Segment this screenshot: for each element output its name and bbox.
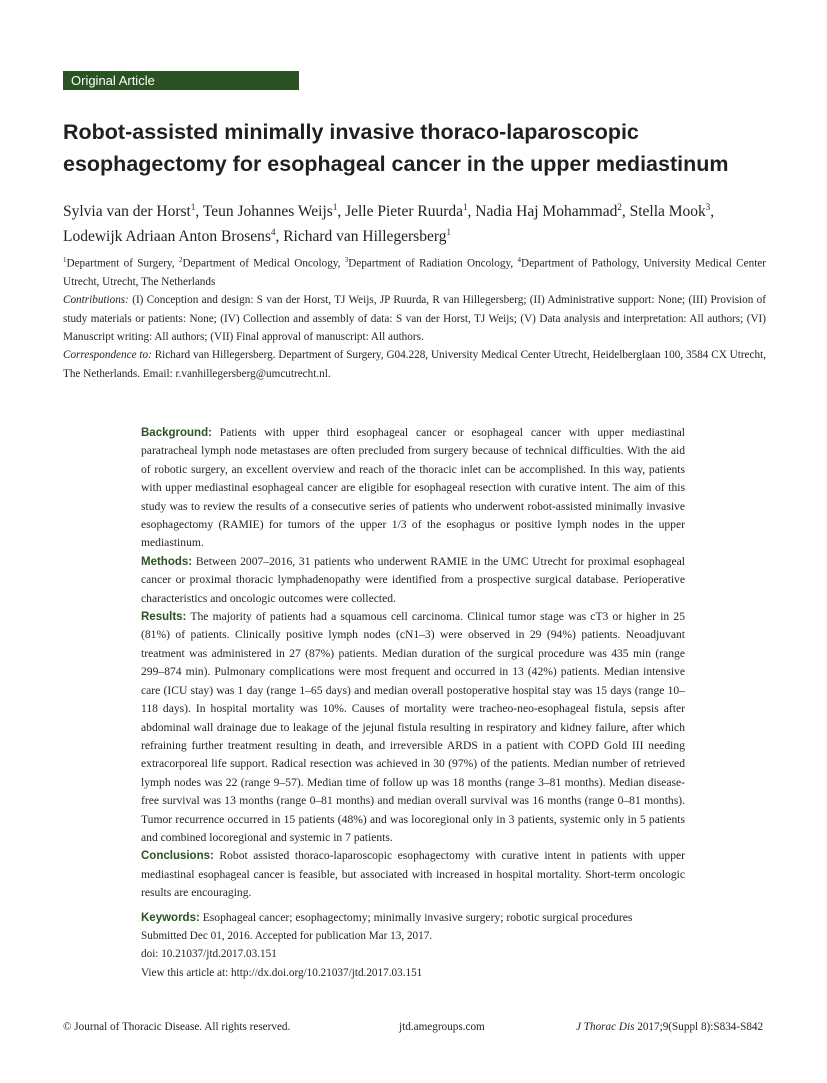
author: Teun Johannes Weijs$^1$, — [202, 202, 346, 221]
keywords: Keywords: Esophageal cancer; esophagectomy; minimally invasive surgery; robotic surgical procedures — [141, 910, 633, 924]
author-list — [63, 197, 773, 247]
abstract — [141, 424, 685, 927]
footer-website[interactable]: jtd.amegroups.com — [399, 1021, 485, 1033]
contributions: Contributions: (I) Conception and design: S van der Horst, TJ Weijs, JP Ruurda, R van Hillegersberg; (II) Administrative support: None; (III) Provision of study materials or patients: None; (IV) Collection and assembly of data: S van der Horst, TJ Weijs; (V) Data analysis and interpretation: All authors; (VI) Manuscript writing: All authors; (VII) Final approval of manuscript: All authors. — [63, 294, 766, 343]
article-link[interactable]: View this article at: http://dx.doi.org/10.21037/jtd.2017.03.151 — [141, 966, 423, 979]
submission-info — [141, 927, 432, 982]
footer-copyright: © Journal of Thoracic Disease. All rights reserved. — [63, 1021, 291, 1033]
author: Jelle Pieter Ruurda$^1$, — [345, 202, 476, 221]
article-type-badge: Original Article — [63, 71, 299, 90]
author: Lodewijk Adriaan Anton Brosens$^4$, — [63, 227, 284, 246]
author: Stella Mook$^3$, — [629, 202, 715, 221]
author: Richard van Hillegersberg$^1$ — [283, 227, 451, 246]
correspondence: Correspondence to: Richard van Hillegersberg. Department of Surgery, G04.228, University Medical Center Utrecht, Heidelberglaan 100, 3584 CX Utrecht, The Netherlands. Email: r.vanhillegersberg@umcutrecht.nl. — [63, 349, 766, 380]
doi: doi: 10.21037/jtd.2017.03.151 — [141, 948, 277, 961]
author-info — [63, 251, 766, 383]
submission-dates: Submitted Dec 01, 2016. Accepted for publication Mar 13, 2017. — [141, 930, 433, 942]
abstract-methods: Methods: Between 2007–2016, 31 patients who underwent RAMIE in the UMC Utrecht for proximal esophageal cancer or proximal thoracic lymphadenopathy were identified from a prospective surgical database. Perioperative characteristics and oncologic outcomes were collected. — [141, 554, 685, 605]
abstract-conclusions: Conclusions: Robot assisted thoraco-laparoscopic esophagectomy with curative intent in patients with upper mediastinal esophageal cancer is feasible, but associated with increased in hospital mortality. Short-term oncologic results are encouraging. — [141, 849, 685, 900]
affiliations: $^1$Department of Surgery, $^2$Department of Medical Oncology, $^3$Department of Radiation Oncology, $^4$Department of Pathology, University Medical Center Utrecht, Utrecht, The Netherlands — [63, 256, 766, 289]
author: Nadia Haj Mohammad$^2$, — [475, 202, 630, 221]
abstract-results: Results: The majority of patients had a squamous cell carcinoma. Clinical tumor stage was cT3 or higher in 25 (81%) of patients. Clinically positive lymph nodes (cN1–3) were observed in 29 (94%) patients. Neoadjuvant treatment was administered in 27 (87%) patients. Median duration of the surgical procedure was 435 min (range 299–874 min). Pulmonary complications were most frequent and occurred in 13 (42%) patients. Median intensive care (ICU stay) was 1 day (range 1–65 days) and median overall postoperative hospital stay was 15 days (range 10–118 days). In hospital mortality was 10%. Causes of mortality were tracheo-neo-esophageal fistula, sepsis after abdominal wall drainage due to leakage of the jejunal fistula resulting in respiratory and kidney failure, after which refraining further treatment resulting in death, and irreversible ARDS in a patient with COPD Gold III needing extracorporeal life support. Radical resection was achieved in 30 (97%) of the patients. Median number of retrieved lymph nodes was 22 (range 9–57). Median time of follow up was 18 months (range 3–81 months). Median disease-free survival was 13 months (range 0–81 months) and median overall survival was 16 months (range 0–81 months). Tumor recurrence occurred in 15 patients (48%) and was locoregional only in 3 patients, systemic only in 5 patients and combined locoregional and systemic in 7 patients. — [141, 610, 685, 844]
footer-citation: J Thorac Dis 2017;9(Suppl 8):S834-S842 — [576, 1021, 764, 1033]
article-title: Robot-assisted minimally invasive thoraco-laparoscopic esophagectomy for esophageal cancer in the upper mediastinum — [63, 120, 729, 176]
author: Sylvia van der Horst$^1$, — [63, 202, 203, 221]
abstract-background: Background: Patients with upper third esophageal cancer or esophageal cancer with upper mediastinal paratracheal lymph node metastases are often precluded from surgery because of technical difficulties. With the aid of robotic surgery, an excellent overview and reach of the thoracic inlet can be accomplished. In this way, patients with upper mediastinal esophageal cancer are eligible for esophageal resection with curative intent. The aim of this study was to review the results of a consecutive series of patients who underwent robot-assisted minimally invasive esophagectomy (RAMIE) for tumors of the upper 1/3 of the esophagus or positive lymph nodes in the upper mediastinum. — [141, 426, 685, 550]
